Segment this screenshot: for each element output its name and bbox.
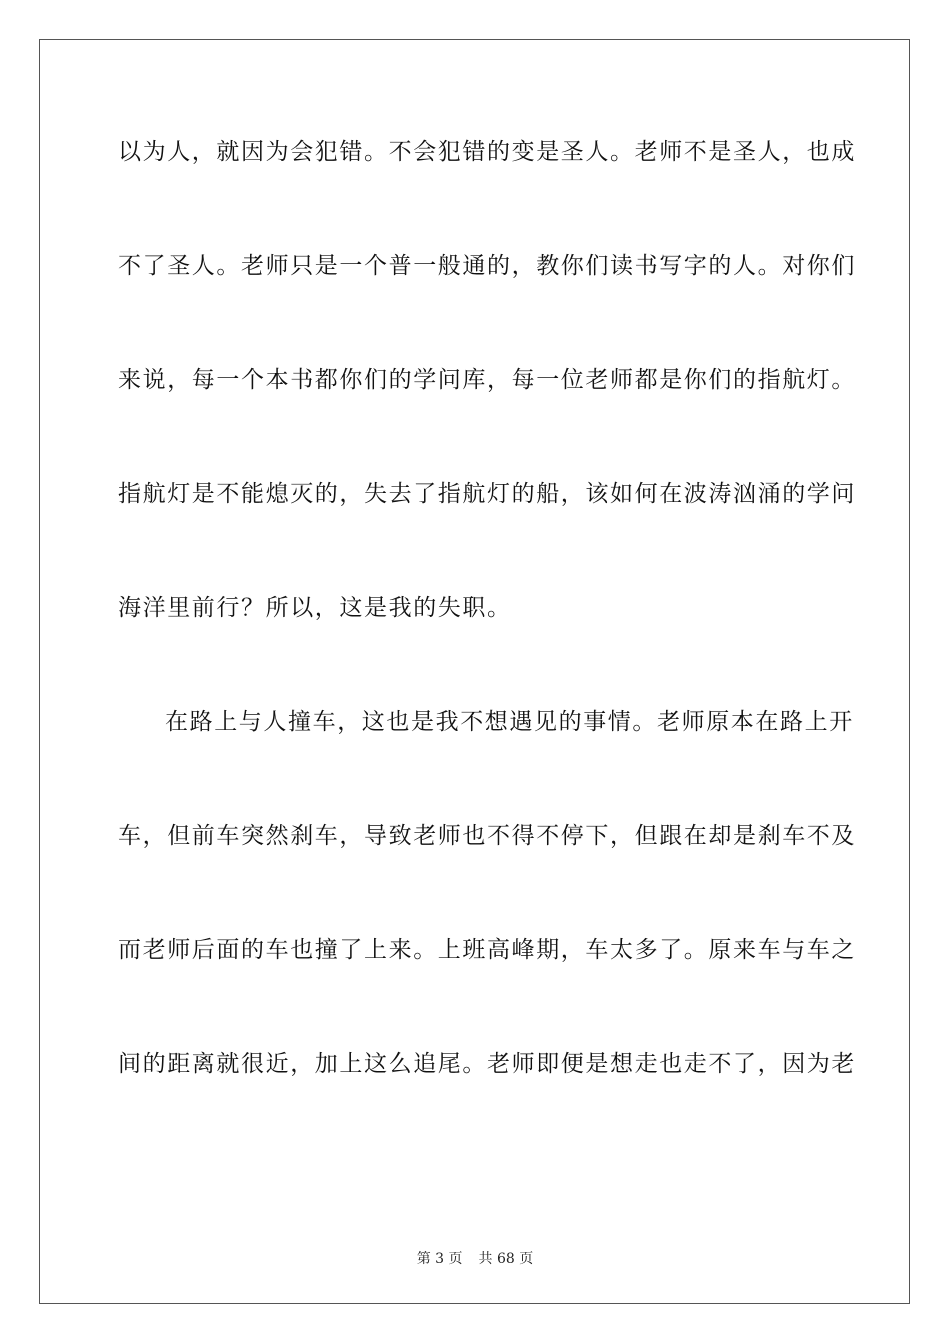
text-line: 不了圣人。老师只是一个普一般通的，教你们读书写字的人。对你们 [118,253,856,279]
text-line: 而老师后面的车也撞了上来。上班高峰期，车太多了。原来车与车之 [118,937,856,963]
text-line: 以为人，就因为会犯错。不会犯错的变是圣人。老师不是圣人，也成 [118,139,856,165]
page-total: 共 68 页 [478,1251,534,1267]
text-line: 指航灯是不能熄灭的，失去了指航灯的船，该如何在波涛汹涌的学问 [118,481,856,507]
page-number: 第 3 页 [416,1251,463,1267]
text-line: 间的距离就很近，加上这么追尾。老师即便是想走也走不了，因为老 [118,1051,856,1077]
text-line-paragraph-end: 海洋里前行？所以，这是我的失职。 [118,595,512,621]
text-line: 车，但前车突然刹车，导致老师也不得不停下，但跟在却是刹车不及 [118,823,856,849]
text-line-paragraph-start: 在路上与人撞车，这也是我不想遇见的事情。老师原本在路上开 [165,709,854,735]
page-footer [0,1248,950,1268]
text-line: 来说，每一个本书都你们的学问库，每一位老师都是你们的指航灯。 [118,367,856,393]
document-body [118,126,856,1152]
